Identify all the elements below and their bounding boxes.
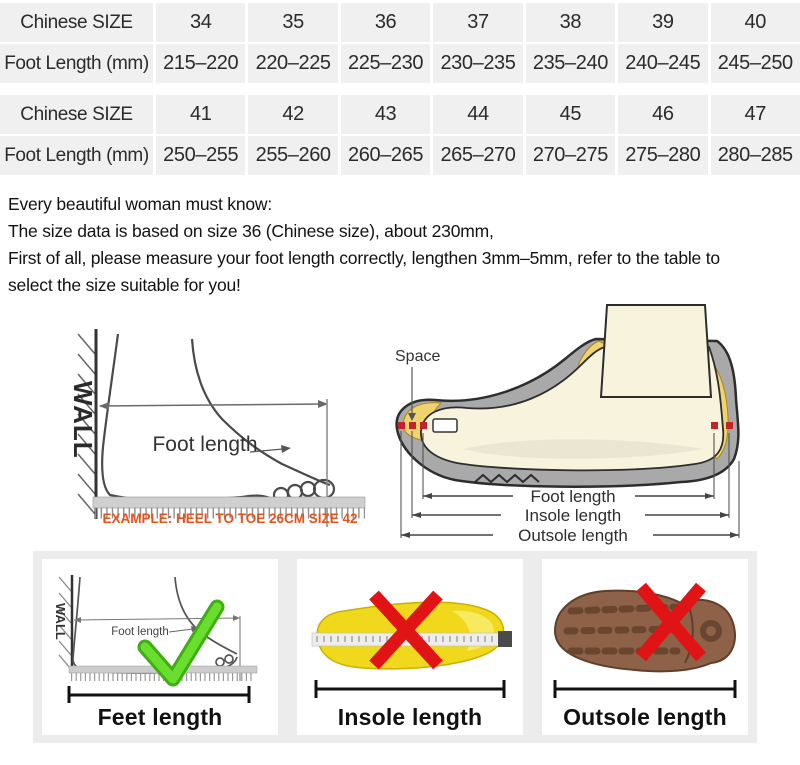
panel-feet-length	[42, 559, 278, 735]
panel-insole-length	[297, 559, 523, 735]
length-cell: 235–240	[526, 44, 615, 83]
size-table-41-47	[0, 95, 800, 175]
length-cell: 265–270	[433, 136, 522, 175]
wall-label: WALL	[53, 603, 68, 640]
size-cell: 34	[156, 3, 245, 42]
row-header: Chinese SIZE	[0, 3, 153, 42]
panel-caption: Insole length	[337, 704, 483, 730]
insole-length-diagram	[302, 569, 518, 703]
size-cell: 38	[526, 3, 615, 42]
panel-outsole-length	[542, 559, 748, 735]
size-cell: 46	[618, 95, 707, 134]
intro-line: select the size suitable for you!	[8, 275, 241, 295]
size-cell: 41	[156, 95, 245, 134]
foot-outline	[102, 334, 334, 502]
shoe-cross-section-diagram	[383, 299, 798, 549]
space-label: Space	[395, 348, 441, 365]
panel-caption: Feet length	[97, 704, 223, 730]
shoe-outsole-length-label: Outsole length	[518, 526, 628, 545]
length-cell: 215–220	[156, 44, 245, 83]
size-cell: 44	[433, 95, 522, 134]
how-to-measure-panels	[33, 551, 757, 743]
row-header: Foot Length (mm)	[0, 44, 153, 83]
table-row-sizes	[0, 95, 800, 134]
size-cell: 47	[711, 95, 800, 134]
length-cell: 230–235	[433, 44, 522, 83]
length-cell: 240–245	[618, 44, 707, 83]
table-row-foot-length	[0, 136, 800, 175]
foot-against-wall-diagram	[0, 299, 400, 549]
size-tables-section	[0, 0, 800, 175]
length-cell: 280–285	[711, 136, 800, 175]
length-bracket	[555, 680, 735, 698]
measurement-diagrams	[0, 299, 800, 551]
table-row-foot-length	[0, 44, 800, 83]
length-bracket	[316, 680, 504, 698]
size-cell: 42	[248, 95, 337, 134]
length-cell: 250–255	[156, 136, 245, 175]
foot-length-label: Foot length	[152, 433, 258, 456]
size-cell: 43	[341, 95, 430, 134]
length-bracket	[69, 686, 249, 703]
size-cell: 39	[618, 3, 707, 42]
shoe-foot-length-label: Foot length	[530, 487, 616, 506]
example-note: EXAMPLE: HEEL TO TOE 26CM SIZE 42	[102, 511, 358, 526]
table-row-sizes	[0, 3, 800, 42]
size-cell: 36	[341, 3, 430, 42]
heel-circle-inner	[706, 626, 716, 636]
intro-line: First of all, please measure your foot length correctly, lengthen 3mm–5mm, refer to the table to	[8, 248, 720, 268]
size-cell: 45	[526, 95, 615, 134]
length-cell: 275–280	[618, 136, 707, 175]
size-cell: 37	[433, 3, 522, 42]
size-cell: 40	[711, 3, 800, 42]
length-cell: 245–250	[711, 44, 800, 83]
length-cell: 270–275	[526, 136, 615, 175]
row-header: Chinese SIZE	[0, 95, 153, 134]
length-cell: 255–260	[248, 136, 337, 175]
panel-caption: Outsole length	[563, 704, 727, 730]
intro-text	[8, 191, 792, 299]
foot-length-label: Foot length	[111, 626, 169, 638]
wall-label: WALL	[68, 381, 98, 459]
outsole-length-diagram	[547, 569, 743, 703]
size-table-34-40	[0, 3, 800, 83]
toe-tip	[433, 419, 457, 432]
length-cell: 225–230	[341, 44, 430, 83]
leg	[601, 305, 711, 397]
size-cell: 35	[248, 3, 337, 42]
length-cell: 260–265	[341, 136, 430, 175]
intro-line: The size data is based on size 36 (Chinese size), about 230mm,	[8, 221, 494, 241]
row-header: Foot Length (mm)	[0, 136, 153, 175]
feet-length-diagram	[47, 569, 273, 703]
length-cell: 220–225	[248, 44, 337, 83]
shoe-insole-length-label: Insole length	[524, 506, 622, 525]
intro-line: Every beautiful woman must know:	[8, 194, 272, 214]
